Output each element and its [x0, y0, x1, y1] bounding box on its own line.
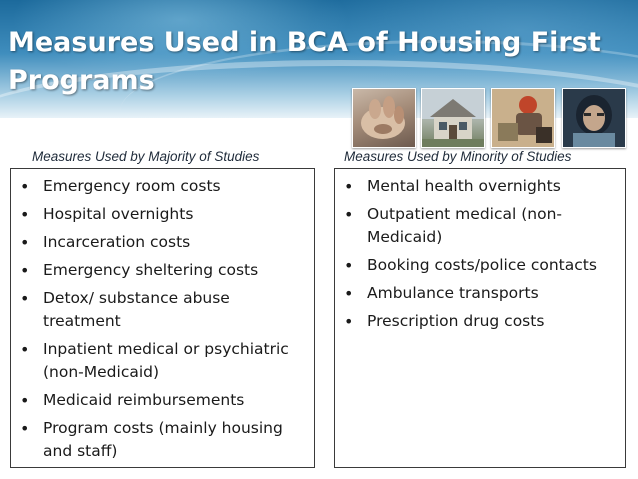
list-item: • Outpatient medical (non-Medicaid): [344, 205, 562, 246]
hooded-person-photo: [562, 88, 626, 148]
bullet-icon: •: [344, 256, 354, 275]
minority-measures-box: [334, 168, 626, 468]
bullet-icon: •: [20, 205, 30, 224]
person-with-belongings-photo: [491, 88, 555, 148]
list-item: • Incarceration costs: [20, 233, 191, 252]
list-item: • Inpatient medical or psychiatric (non-Medicaid): [20, 340, 289, 381]
bullet-icon: •: [20, 261, 30, 280]
bullet-icon: •: [20, 340, 30, 359]
list-item: • Prescription drug costs: [344, 312, 545, 331]
bullet-icon: •: [20, 233, 30, 252]
bullet-icon: •: [344, 312, 354, 331]
majority-column-header: Measures Used by Majority of Studies: [32, 149, 260, 164]
bullet-icon: •: [20, 177, 30, 196]
bullet-icon: •: [20, 391, 30, 410]
list-item: • Medicaid reimbursements: [20, 391, 245, 410]
house-photo: [421, 88, 485, 148]
list-item: • Booking costs/police contacts: [344, 256, 597, 275]
bullet-icon: •: [344, 205, 354, 224]
list-item: • Ambulance transports: [344, 284, 539, 303]
minority-column-header: Measures Used by Minority of Studies: [344, 149, 572, 164]
list-item: • Emergency room costs: [20, 177, 221, 196]
list-item: • Mental health overnights: [344, 177, 561, 196]
list-item: • Program costs (mainly housing and staff): [20, 419, 283, 460]
majority-measures-list: [11, 169, 314, 463]
bullet-icon: •: [20, 419, 30, 438]
majority-measures-box: [10, 168, 315, 468]
bullet-icon: •: [344, 177, 354, 196]
list-item: • Emergency sheltering costs: [20, 261, 259, 280]
minority-measures-list: [335, 169, 625, 333]
list-item: • Hospital overnights: [20, 205, 194, 224]
bullet-icon: •: [20, 289, 30, 308]
list-item: • Detox/ substance abuse treatment: [20, 289, 230, 330]
hands-photo: [352, 88, 416, 148]
slide-title: Measures Used in BCA of Housing First Programs: [8, 27, 601, 96]
bullet-icon: •: [344, 284, 354, 303]
